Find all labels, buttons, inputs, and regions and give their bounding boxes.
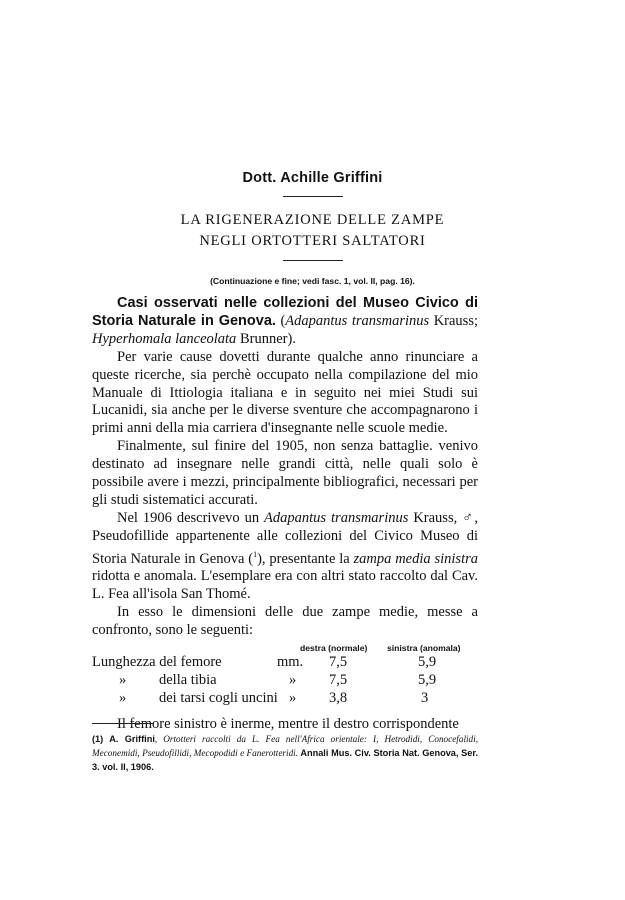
section-paragraph [92, 295, 478, 349]
paragraph-1: Per varie cause dovetti durante qualche anno rinunciare a queste ricerche, sia perchè occupato nella compilazione del mio Manuale di Ittiologia italiana e in seguito nei miei Studi sui Lucanidi, sia anche per le diverse sventure che accompagnarono i primi anni della mia carriera d'insegnante nelle scuole medie. [92, 348, 478, 437]
col-header-right: destra (normale) [300, 643, 368, 654]
row-left-value: 3 [421, 690, 429, 707]
p3-species: Adapantus transmarinus [264, 509, 409, 526]
row-ditto: » [119, 672, 127, 689]
footnote-journal: Annali Mus. Civ. Storia Nat. Genova, Ser. 3. vol. II, 1906. [92, 747, 478, 772]
article-title-line-1: LA RIGENERAZIONE DELLE ZAMPE [180, 212, 445, 228]
row-right-value: 7,5 [329, 672, 348, 689]
title-divider-top [283, 196, 343, 197]
footnote-marker: (1) A. [92, 734, 125, 744]
p3-text-c: ), presentante la [257, 550, 354, 567]
species-open-paren: ( [280, 312, 286, 329]
section-heading: Casi osservati nelle collezioni del Museo Civico di Storia Naturale in Genova. [92, 295, 478, 329]
species-author-1: Krauss; [429, 312, 478, 329]
row-left-value: 5,9 [418, 672, 437, 689]
article-title-line-2: NEGLI ORTOTTERI SALTATORI [199, 233, 426, 249]
p3-text-b: Krauss, ♂, Pseudofillide appartenente alle collezioni del Civico Museo di Storia Naturale in Genova ( [92, 509, 478, 567]
footnote-divider [92, 723, 154, 724]
row-unit: » [289, 672, 297, 689]
table-row [92, 672, 478, 690]
p3-text-d: ridotta e anomala. L'esemplare era con altri stato raccolto dal Cav. L. Fea all'isola San Thomé. [92, 568, 478, 603]
row-label: della tibia [159, 672, 217, 689]
paragraph-2: Finalmente, sul finire del 1905, non senza battaglie. venivo destinato ad insegnare nelle grandi città, nelle quali solo è possibile avere i mezzi, principalmente bibliografici, necessari per gli studi sistematici accurati. [92, 438, 478, 508]
footnote-sep: , [154, 734, 164, 744]
footnote [92, 733, 478, 774]
row-unit: mm. [277, 654, 304, 671]
row-unit: » [289, 690, 297, 707]
species-author-2: Brunner). [236, 330, 296, 347]
paragraph-3 [92, 510, 478, 604]
p3-text-a: Nel 1906 descrivevo un [117, 509, 265, 526]
footnote-ref[interactable]: 1 [253, 549, 258, 559]
row-left-value: 5,9 [418, 654, 437, 671]
continuation-note: (Continuazione e fine; vedi fasc. 1, vol. II, pag. 16). [210, 276, 415, 286]
species-name-2: Hyperhomala lanceolata [92, 330, 237, 347]
title-divider-bottom [283, 260, 343, 261]
col-header-left: sinistra (anomala) [387, 643, 461, 654]
row-ditto: » [119, 690, 127, 707]
measurement-table [92, 640, 478, 716]
footnote-title: Ortotteri raccolti da L. Fea nell'Africa orientale: I, Hetrodidi, Conocefalidi, Meconemidi, Pseudofillidi, Mecopodidi e Fanerotteridi. [92, 734, 478, 758]
table-row [92, 654, 478, 672]
row-right-value: 7,5 [329, 654, 348, 671]
p3-italic-phrase: zampa media sinistra [353, 550, 478, 567]
article-body [92, 295, 478, 734]
paragraph-5: Il femore sinistro è inerme, mentre il destro corrispondente [117, 716, 459, 733]
row-right-value: 3,8 [329, 690, 348, 707]
species-name-1: Adapantus transmarinus [285, 312, 430, 329]
row-label: dei tarsi cogli uncini [159, 690, 278, 707]
paragraph-4: In esso le dimensioni delle due zampe medie, messe a confronto, sono le seguenti: [92, 604, 478, 639]
footnote-author: Griffini [124, 734, 155, 744]
row-label: Lunghezza del femore [92, 654, 222, 671]
table-row [92, 690, 478, 708]
author-name: Dott. Achille Griffini [242, 170, 383, 186]
